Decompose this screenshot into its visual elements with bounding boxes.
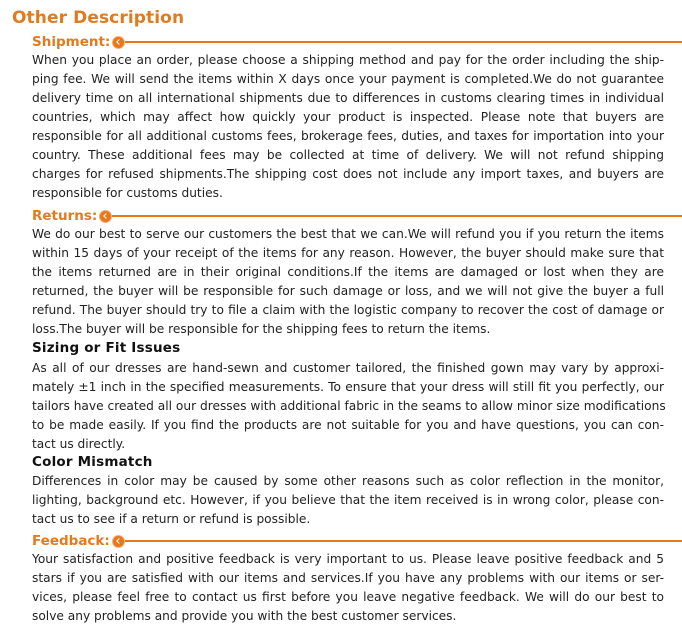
text-line: stars if you are satisfied with our items and services.If you have any problems with our items or ser-: [32, 571, 664, 585]
text-line: tact us directly.: [32, 437, 126, 451]
color-heading: Color Mismatch: [32, 454, 153, 470]
text-line: We do our best to serve our customers the best that we can.We will refund you if you return the items: [32, 227, 664, 241]
text-line: tailors have created all our dresses with additional fabric in the seams to allow minor size modifications: [32, 399, 666, 413]
text-line: responsible for all additional customs fees, brokerage fees, duties, and taxes for importation into your: [32, 129, 664, 143]
text-line: countries, which may affect how quickly your product is inspected. Please note that buyers are: [32, 110, 664, 124]
text-line: within 15 days of your receipt of the items for any reason. However, the buyer should make sure that: [32, 246, 664, 260]
chevron-left-icon: [100, 211, 111, 222]
shipment-heading: Shipment:: [32, 34, 111, 50]
text-line: ping fee. We will send the items within X days once your payment is completed.We do not guarantee: [32, 72, 664, 86]
text-line: delivery time on all international shipments due to differences in customs clearing times in individual: [32, 91, 664, 105]
text-line: tact us to see if a return or refund is possible.: [32, 512, 311, 526]
color-text: [32, 472, 664, 529]
section-divider: [112, 215, 682, 217]
text-line: to be made easily. If you find the products are not suitable for you and have questions, you can con-: [32, 418, 664, 432]
text-line: refund. The buyer should try to file a claim with the logistic company to recover the cost of damage or: [32, 303, 664, 317]
text-line: loss.The buyer will be responsible for the shipping fees to return the items.: [32, 322, 491, 336]
text-line: Differences in color may be caused by some other reasons such as color reflection in the monitor,: [32, 474, 664, 488]
text-line: charges for refused shipments.The shipping cost does not include any import taxes, and buyers are: [32, 167, 664, 181]
returns-heading-row: [32, 207, 682, 225]
text-line: solve any problems and provide you with the best customer services.: [32, 609, 457, 623]
feedback-text: [32, 550, 664, 626]
text-line: country. These additional fees may be collected at time of delivery. We will not refund shipping: [32, 148, 664, 162]
section-divider: [125, 41, 682, 43]
sizing-text: [32, 359, 664, 454]
text-line: responsible for customs duties.: [32, 186, 223, 200]
feedback-heading: Feedback:: [32, 533, 110, 549]
page-title: Other Description: [12, 8, 185, 28]
text-line: Your satisfaction and positive feedback is very important to us. Please leave positive feedback and 5: [32, 552, 664, 566]
sizing-heading: Sizing or Fit Issues: [32, 340, 181, 356]
text-line: mately ±1 inch in the specified measurements. To ensure that your dress will still fit you perfectly, our: [32, 380, 664, 394]
chevron-left-icon: [113, 536, 124, 547]
text-line: When you place an order, please choose a shipping method and pay for the order including the ship-: [32, 53, 664, 67]
returns-text: [32, 225, 664, 339]
text-line: returned, the buyer will be responsible for such damage or loss, and we will not give the buyer a full: [32, 284, 664, 298]
feedback-heading-row: [32, 532, 682, 550]
shipment-text: [32, 51, 664, 203]
section-divider: [125, 540, 682, 542]
shipment-heading-row: [32, 33, 682, 51]
text-line: the items returned are in their original conditions.If the items are damaged or lost when they are: [32, 265, 664, 279]
text-line: As all of our dresses are hand-sewn and customer tailored, the finished gown may vary by approxi-: [32, 361, 664, 375]
text-line: lighting, background etc. However, if you believe that the item received is in wrong color, please con-: [32, 493, 664, 507]
text-line: vices, please feel free to contact us first before you leave negative feedback. We will do our best to: [32, 590, 664, 604]
returns-heading: Returns:: [32, 208, 98, 224]
chevron-left-icon: [113, 37, 124, 48]
